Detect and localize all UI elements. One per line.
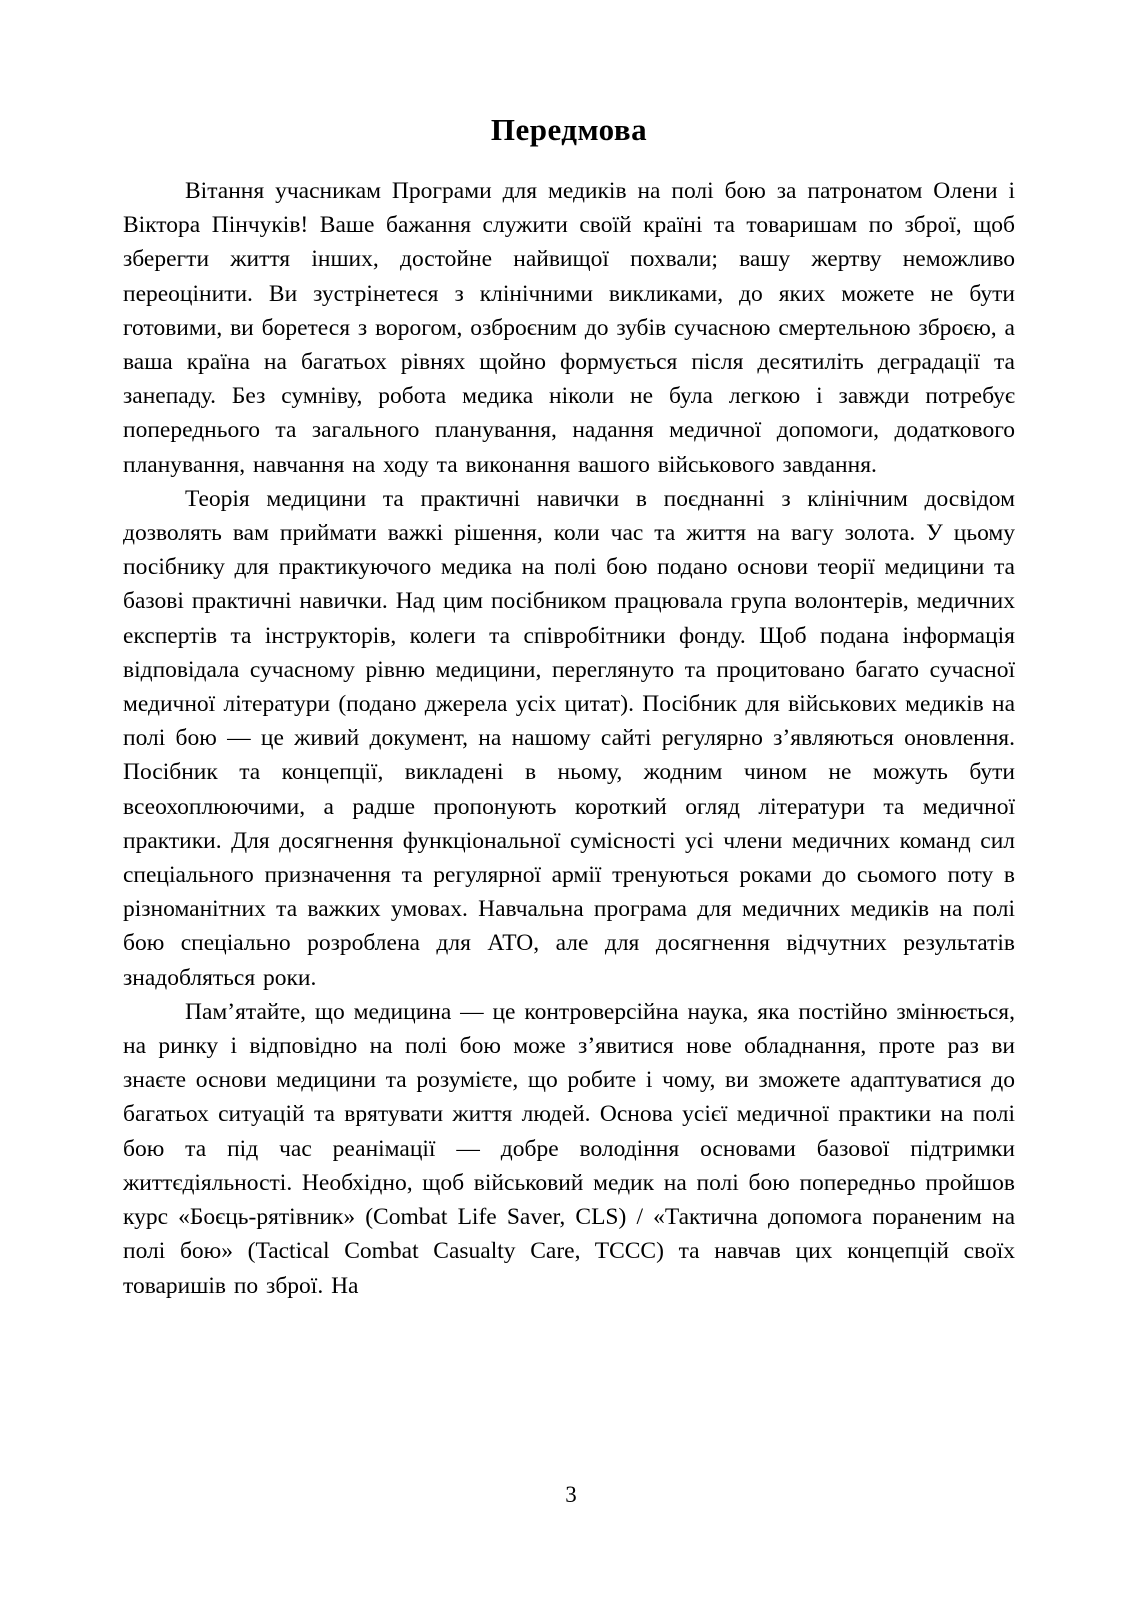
page-number: 3 [565,1482,577,1507]
paragraph-1: Вітання учасникам Програми для медиків на полі бою за патронатом Олени і Віктора Пінчуків! Ваше бажання служити своїй країні та товаришам по зброї, щоб зберегти життя інших, достойне найвищої похвали; вашу жертву неможливо переоцінити. Ви зустрінетеся з клінічними викликами, до яких можете не бути готовими, ви боретеся з ворогом, озброєним до зубів сучасною смертельною зброєю, а ваша країна на багатьох рівнях щойно формується після десятиліть деградації та занепаду. Без сумніву, робота медика ніколи не була легкою і завжди потребує попереднього та загального планування, надання медичної допомоги, додаткового планування, навчання на ходу та виконання вашого військового завдання. [123,178,1015,478]
page-title: Передмова [490,112,648,147]
paragraph-3: Пам’ятайте, що медицина — це контроверсійна наука, яка постійно змінюється, на ринку і відповідно на полі бою може з’явитися нове обладнання, проте раз ви знаєте основи медицини та розумієте, що робите і чому, ви зможете адаптуватися до багатьох ситуацій та врятувати життя людей. Основа усієї медичної практики на полі бою та під час реанімації — добре володіння основами базової підтримки життєдіяльності. Необхідно, щоб військовий медик на полі бою попередньо пройшов курс «Боєць-рятівник» (Combat Life Saver, CLS) / «Тактична допомога пораненим на полі бою» (Tactical Combat Casualty Care, TCCC) та навчав цих концепцій своїх товаришів по зброї. На [123,998,1015,1299]
paragraph-2: Теорія медицини та практичні навички в поєднанні з клінічним досвідом дозволять вам приймати важкі рішення, коли час та життя на вагу золота. У цьому посібнику для практикуючого медика на полі бою подано основи теорії медицини та базові практичні навички. Над цим посібником працювала група волонтерів, медичних експертів та інструкторів, колеги та співробітники фонду. Щоб подана інформація відповідала сучасному рівню медицини, переглянуто та процитовано багато сучасної медичної літератури (подано джерела усіх цитат). Посібник для військових медиків на полі бою — це живий документ, на нашому сайті регулярно з’являються оновлення. Посібник та концепції, викладені в ньому, жодним чином не можуть бути всеохоплюючими, а радше пропонують короткий огляд літератури та медичної практики. Для досягнення функціональної сумісності усі члени медичних команд сил спеціального призначення та регулярної армії тренуються роками до сьомого поту в різноманітних та важких умовах. Навчальна програма для медичних медиків на полі бою спеціально розроблена для АТО, але для досягнення відчутних результатів знадобляться роки. [123,485,1015,991]
page-content [123,112,1015,1303]
